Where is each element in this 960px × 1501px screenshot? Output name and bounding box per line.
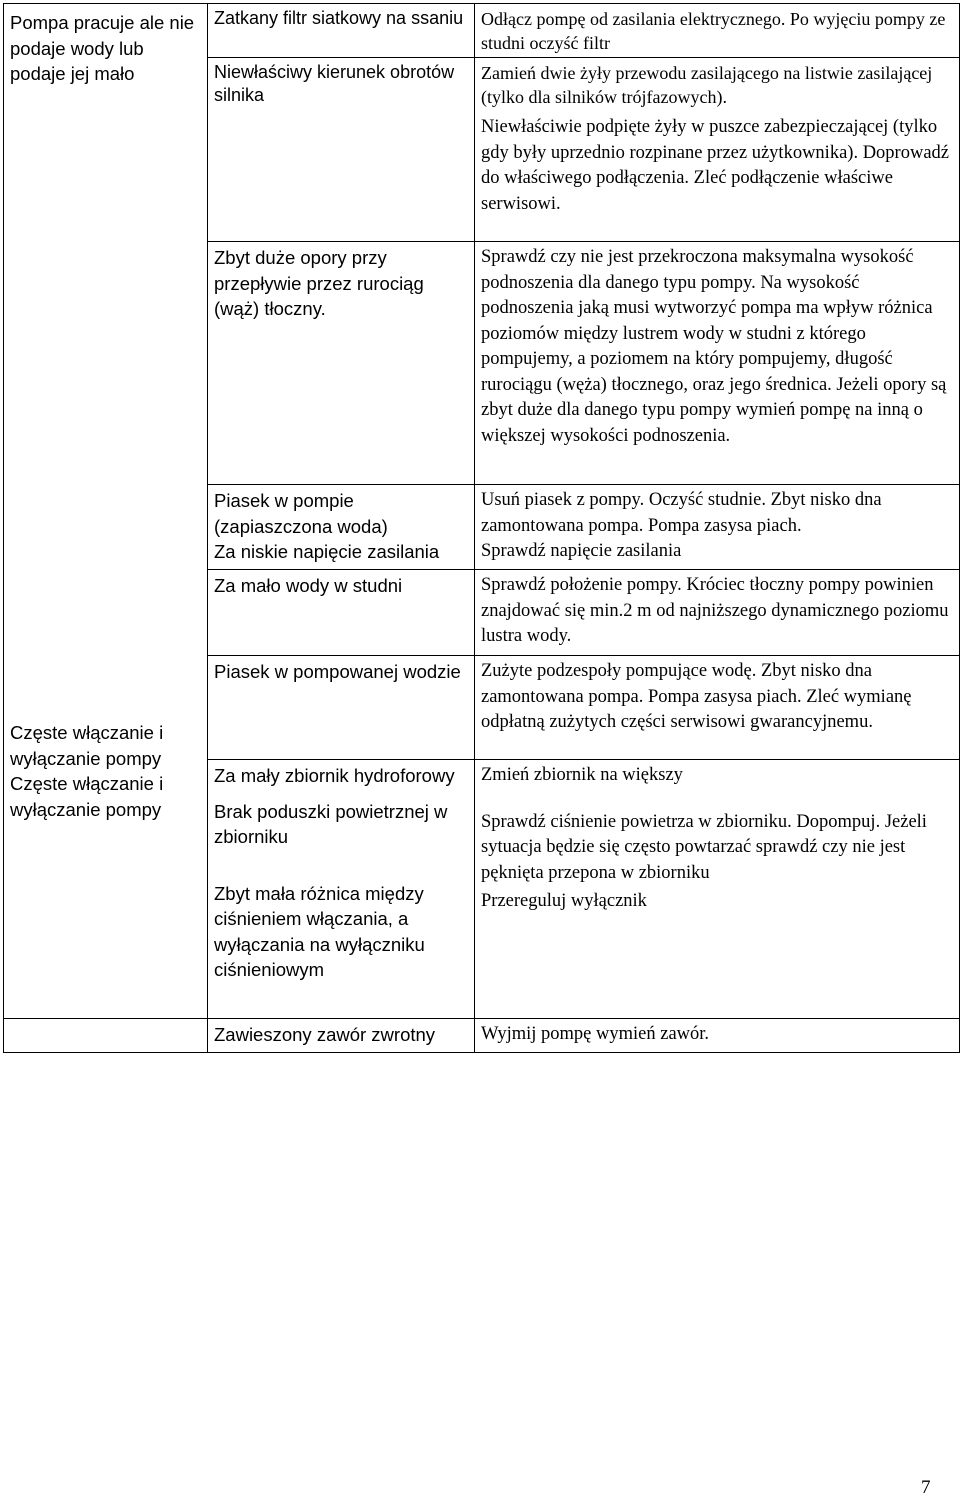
cause-cell bbox=[208, 242, 475, 485]
cause-cell bbox=[208, 4, 475, 58]
cause-cell bbox=[208, 656, 475, 760]
cause-text: Za mały zbiornik hydroforowy bbox=[214, 765, 455, 786]
table-row bbox=[4, 4, 960, 58]
remedy-cell bbox=[475, 4, 960, 58]
cause-cell bbox=[208, 570, 475, 656]
symptom-text-repeat bbox=[10, 720, 200, 822]
remedy-cell bbox=[475, 58, 960, 242]
cause-text: Zawieszony zawór zwrotny bbox=[214, 1024, 436, 1045]
remedy-text: Zużyte podzespoły pompujące wodę. Zbyt nisko dna zamontowana pompa. Pompa zasysa piach. Zleć wymianę odpłatną zużytych części serwisowi gwarancyjnemu. bbox=[481, 661, 912, 732]
cause-cell bbox=[208, 760, 475, 1019]
remedy-text: Sprawdź czy nie jest przekroczona maksymalna wysokość podnoszenia dla danego typu pompy. Na wysokość podnoszenia jaką musi wytworzyć pompa ma wpływ różnica poziomów między lustrem wody w studni z którego pompujemy, a poziomem na który pompujemy, długość rurociągu (węża) tłocznego, oraz jego średnica. Jeżeli opory są zbyt duże dla danego typu pompy wymień pompę na inną o większej wysokości podnoszenia. bbox=[481, 247, 947, 446]
remedy-cell bbox=[475, 656, 960, 760]
cause-cell bbox=[208, 58, 475, 242]
cause-text: Za mało wody w studni bbox=[214, 575, 403, 596]
cause-text: Piasek w pompie (zapiaszczona woda) bbox=[214, 490, 388, 537]
symptom-cell bbox=[4, 4, 208, 1019]
symptom-line: Częste włączanie i wyłączanie pompy bbox=[10, 722, 164, 769]
cause-cell bbox=[208, 485, 475, 570]
remedy-cell bbox=[475, 1019, 960, 1053]
cause-cell bbox=[208, 1019, 475, 1053]
remedy-cell bbox=[475, 485, 960, 570]
cause-text: Zbyt mała różnica między ciśnieniem włączania, a wyłączania na wyłączniku ciśnieniowym bbox=[214, 882, 425, 980]
remedy-text: Sprawdź napięcie zasilania bbox=[481, 541, 682, 561]
cause-text: Zatkany filtr siatkowy na ssaniu bbox=[214, 8, 464, 28]
remedy-text: Zamień dwie żyły przewodu zasilającego na listwie zasilającej (tylko dla silników trójfazowych). bbox=[481, 63, 933, 107]
remedy-text: Niewłaściwie podpięte żyły w puszce zabezpieczającej (tylko gdy były uprzednio rozpinane przez użytkownika). Doprowadź do właściwego podłączenia. Zleć podłączenie właściwe serwisowi. bbox=[481, 117, 949, 214]
remedy-text: Usuń piasek z pompy. Oczyść studnie. Zbyt nisko dna zamontowana pompa. Pompa zasysa piach. bbox=[481, 490, 882, 536]
remedy-text: Odłącz pompę od zasilania elektrycznego. Po wyjęciu pompy ze studni oczyść filtr bbox=[481, 9, 946, 53]
symptom-text: Pompa pracuje ale nie podaje wody lub podaje jej mało bbox=[10, 12, 195, 84]
cause-text: Piasek w pompowanej wodzie bbox=[214, 661, 461, 682]
cause-text: Brak poduszki powietrznej w zbiorniku bbox=[214, 800, 448, 847]
symptom-line: Częste włączanie i wyłączanie pompy bbox=[10, 773, 164, 820]
table-row bbox=[4, 1019, 960, 1053]
cause-text: Niewłaściwy kierunek obrotów silnika bbox=[214, 62, 455, 105]
remedy-text: Wyjmij pompę wymień zawór. bbox=[481, 1024, 710, 1044]
remedy-text: Przereguluj wyłącznik bbox=[481, 891, 647, 911]
symptom-cell bbox=[4, 722, 208, 1053]
remedy-text: Sprawdź położenie pompy. Króciec tłoczny pompy powinien znajdować się min.2 m od najniższego dynamicznego poziomu lustra wody. bbox=[481, 575, 949, 646]
remedy-cell bbox=[475, 760, 960, 1019]
cause-text: Za niskie napięcie zasilania bbox=[214, 541, 440, 562]
troubleshooting-table bbox=[3, 3, 960, 1053]
remedy-cell bbox=[475, 570, 960, 656]
remedy-cell bbox=[475, 242, 960, 485]
remedy-text: Zmień zbiornik na większy bbox=[481, 765, 683, 785]
page-number: 7 bbox=[921, 1477, 931, 1498]
cause-text: Zbyt duże opory przy przepływie przez rurociąg (wąż) tłoczny. bbox=[214, 247, 424, 319]
remedy-text: Sprawdź ciśnienie powietrza w zbiorniku. Dopompuj. Jeżeli sytuacja będzie się często powtarzać sprawdź czy nie jest pęknięta przepona w zbiorniku bbox=[481, 811, 927, 883]
